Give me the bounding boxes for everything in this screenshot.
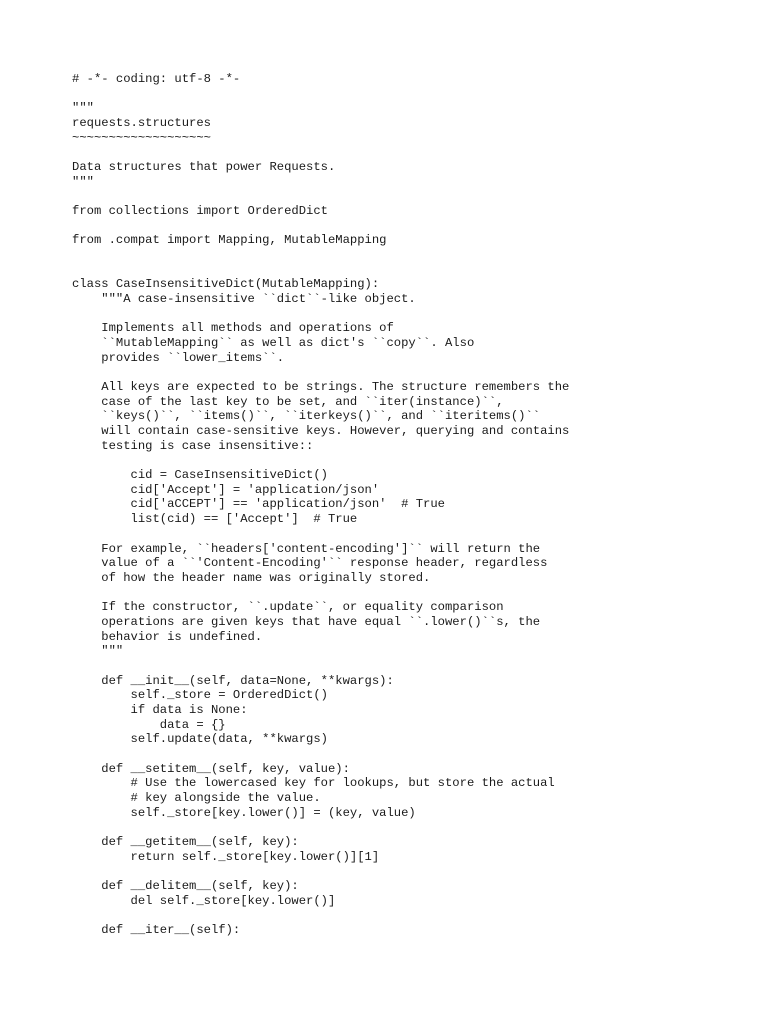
code-line: def __delitem__(self, key): bbox=[72, 878, 299, 893]
code-line: if data is None: bbox=[72, 702, 248, 717]
code-line bbox=[72, 219, 569, 234]
code-line: """ bbox=[72, 174, 94, 189]
code-line bbox=[72, 307, 569, 322]
code-line: self._store = OrderedDict() bbox=[72, 688, 328, 703]
code-line: """A case-insensitive ``dict``-like object. bbox=[72, 292, 416, 307]
code-line: cid['aCCEPT'] == 'application/json' # True bbox=[72, 497, 445, 512]
code-line: ~~~~~~~~~~~~~~~~~~~ bbox=[72, 130, 211, 145]
code-line: operations are given keys that have equal ``.lower()``s, the bbox=[72, 614, 541, 629]
code-line: ``MutableMapping`` as well as dict's ``copy``. Also bbox=[72, 336, 475, 351]
code-line: provides ``lower_items``. bbox=[72, 350, 285, 365]
code-line: """ bbox=[72, 101, 94, 116]
code-line: # Use the lowercased key for lookups, but store the actual bbox=[72, 776, 555, 791]
code-line: cid = CaseInsensitiveDict() bbox=[72, 468, 328, 483]
code-line bbox=[72, 747, 569, 762]
code-line bbox=[72, 87, 569, 102]
code-line: self.update(data, **kwargs) bbox=[72, 732, 328, 747]
code-line: """ bbox=[72, 644, 124, 659]
code-line: behavior is undefined. bbox=[72, 629, 263, 644]
code-line bbox=[72, 864, 569, 879]
code-line: of how the header name was originally stored. bbox=[72, 570, 431, 585]
code-line bbox=[72, 908, 569, 923]
code-line bbox=[72, 248, 569, 263]
code-line: data = {} bbox=[72, 717, 226, 732]
code-line: del self._store[key.lower()] bbox=[72, 893, 336, 908]
source-code-block bbox=[72, 72, 569, 938]
code-line: All keys are expected to be strings. The structure remembers the bbox=[72, 380, 570, 395]
code-line bbox=[72, 145, 569, 160]
code-line: Data structures that power Requests. bbox=[72, 160, 336, 175]
code-line: return self._store[key.lower()][1] bbox=[72, 849, 380, 864]
code-line: case of the last key to be set, and ``iter(instance)``, bbox=[72, 394, 504, 409]
code-line: requests.structures bbox=[72, 116, 211, 131]
code-line bbox=[72, 586, 569, 601]
code-line: If the constructor, ``.update``, or equality comparison bbox=[72, 600, 504, 615]
code-line: cid['Accept'] = 'application/json' bbox=[72, 482, 380, 497]
code-line: Implements all methods and operations of bbox=[72, 321, 394, 336]
code-line bbox=[72, 659, 569, 674]
code-line bbox=[72, 365, 569, 380]
code-line: testing is case insensitive:: bbox=[72, 438, 314, 453]
code-line: def __iter__(self): bbox=[72, 922, 241, 937]
code-line: class CaseInsensitiveDict(MutableMapping): bbox=[72, 277, 380, 292]
code-line: will contain case-sensitive keys. However, querying and contains bbox=[72, 424, 570, 439]
code-line bbox=[72, 453, 569, 468]
code-line: def __init__(self, data=None, **kwargs): bbox=[72, 673, 394, 688]
code-line: self._store[key.lower()] = (key, value) bbox=[72, 805, 416, 820]
code-line: ``keys()``, ``items()``, ``iterkeys()``, and ``iteritems()`` bbox=[72, 409, 541, 424]
code-line: from .compat import Mapping, MutableMapping bbox=[72, 233, 387, 248]
code-line: list(cid) == ['Accept'] # True bbox=[72, 512, 358, 527]
code-line: # key alongside the value. bbox=[72, 790, 321, 805]
code-line bbox=[72, 527, 569, 542]
code-line: from collections import OrderedDict bbox=[72, 204, 328, 219]
code-line: def __getitem__(self, key): bbox=[72, 834, 299, 849]
code-line: value of a ``'Content-Encoding'`` response header, regardless bbox=[72, 556, 548, 571]
code-line: For example, ``headers['content-encoding']`` will return the bbox=[72, 541, 541, 556]
code-line bbox=[72, 189, 569, 204]
code-line: def __setitem__(self, key, value): bbox=[72, 761, 350, 776]
code-line: # -*- coding: utf-8 -*- bbox=[72, 72, 241, 86]
code-line bbox=[72, 820, 569, 835]
code-line bbox=[72, 263, 569, 278]
